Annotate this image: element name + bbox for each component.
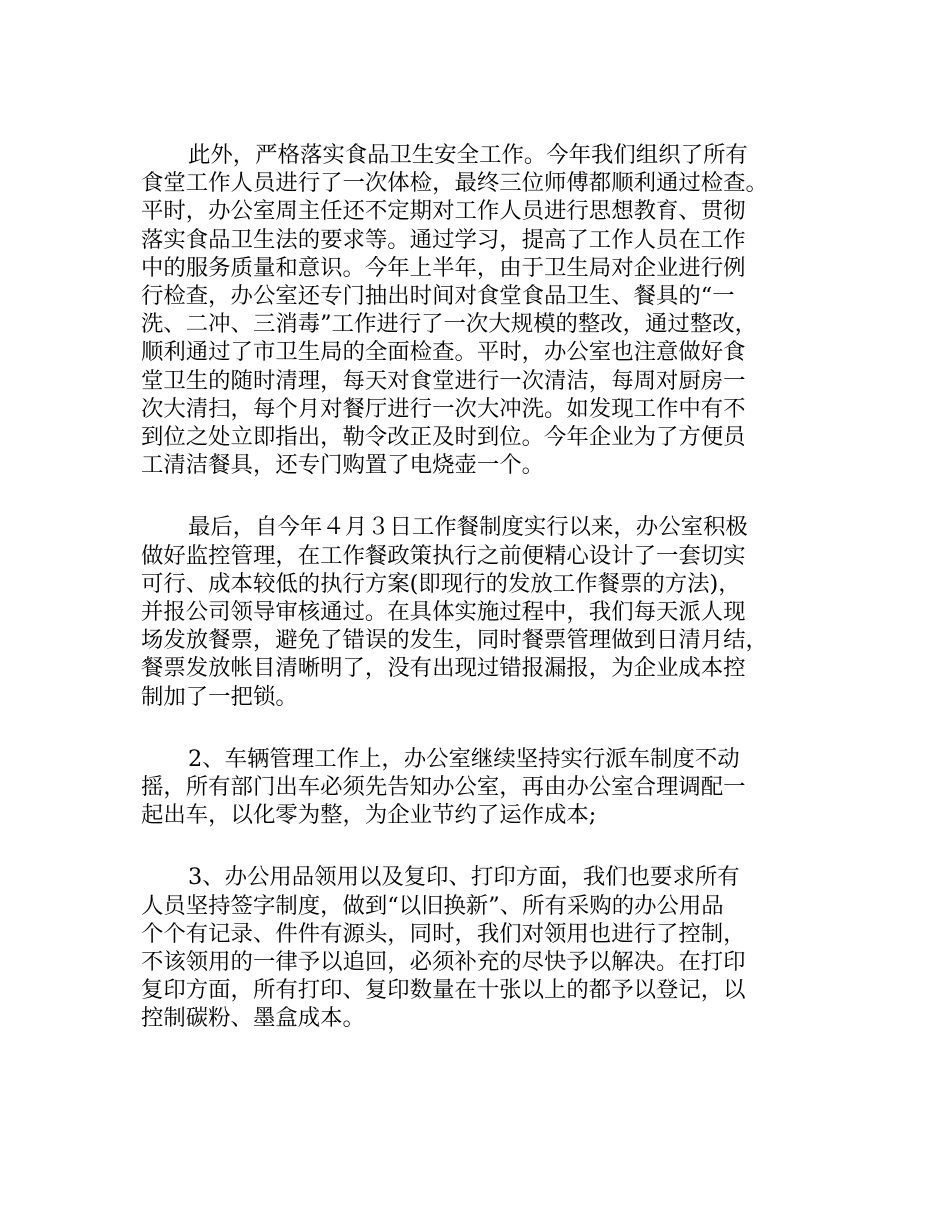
- document-page: [141, 141, 821, 1067]
- text-line: 可行、成本较低的执行方案(即现行的发放工作餐票的方法)，: [141, 570, 741, 597]
- text-line: 平时，办公室周主任还不定期对工作人员进行思想教育、贯彻: [141, 198, 746, 225]
- text-line: 顺利通过了市卫生局的全面检查。平时，办公室也注意做好食: [141, 339, 746, 366]
- text-line: 最后，自今年４月３日工作餐制度实行以来，办公室积极: [188, 514, 748, 541]
- paragraph-office-supplies: [141, 863, 821, 1032]
- text-line: 复印方面，所有打印、复印数量在十张以上的都予以登记，以: [141, 977, 746, 1004]
- text-line: 中的服务质量和意识。今年上半年，由于卫生局对企业进行例: [141, 254, 746, 281]
- text-line: 次大清扫，每个月对餐厅进行一次大冲洗。如发现工作中有不: [141, 395, 746, 422]
- paragraph-meal-tickets: [141, 513, 821, 710]
- text-line: 行检查，办公室还专门抽出时间对食堂食品卫生、餐具的“一: [141, 283, 735, 310]
- text-line: 控制碳粉、墨盒成本。: [141, 1005, 365, 1032]
- text-line: 落实食品卫生法的要求等。通过学习，提高了工作人员在工作: [141, 226, 746, 253]
- text-line: 此外，严格落实食品卫生安全工作。今年我们组织了所有: [188, 142, 748, 168]
- text-line: 制加了一把锁。: [141, 683, 298, 710]
- paragraph-food-safety: [141, 141, 821, 479]
- text-line: 洗、二冲、三消毒”工作进行了一次大规模的整改，通过整改，: [141, 311, 757, 338]
- text-line: 食堂工作人员进行了一次体检，最终三位师傅都顺利通过检查。: [141, 170, 768, 197]
- text-line: 个个有记录、件件有源头，同时，我们对领用也进行了控制，: [141, 920, 746, 947]
- text-line: 餐票发放帐目清晰明了，没有出现过错报漏报，为企业成本控: [141, 655, 746, 682]
- text-line: 堂卫生的随时清理，每天对食堂进行一次清洁，每周对厨房一: [141, 367, 746, 394]
- text-line: 工清洁餐具，还专门购置了电烧壶一个。: [141, 452, 545, 479]
- text-line: 场发放餐票，避免了错误的发生，同时餐票管理做到日清月结，: [141, 627, 768, 654]
- text-line: 人员坚持签字制度，做到“以旧换新”、所有采购的办公用品: [141, 892, 724, 919]
- text-line: 并报公司领导审核通过。在具体实施过程中，我们每天派人现: [141, 599, 746, 626]
- text-line: 起出车，以化零为整，为企业节约了运作成本;: [141, 802, 597, 829]
- text-line: 2、车辆管理工作上，办公室继续坚持实行派车制度不动: [188, 745, 740, 772]
- paragraph-vehicle-management: [141, 745, 821, 830]
- text-line: 做好监控管理，在工作餐政策执行之前便精心设计了一套切实: [141, 542, 746, 569]
- text-line: 不该领用的一律予以追回，必须补充的尽快予以解决。在打印: [141, 949, 746, 976]
- text-line: 3、办公用品领用以及复印、打印方面，我们也要求所有: [188, 864, 740, 891]
- text-line: 摇，所有部门出车必须先告知办公室，再由办公室合理调配一: [141, 774, 746, 801]
- text-line: 到位之处立即指出，勒令改正及时到位。今年企业为了方便员: [141, 424, 746, 451]
